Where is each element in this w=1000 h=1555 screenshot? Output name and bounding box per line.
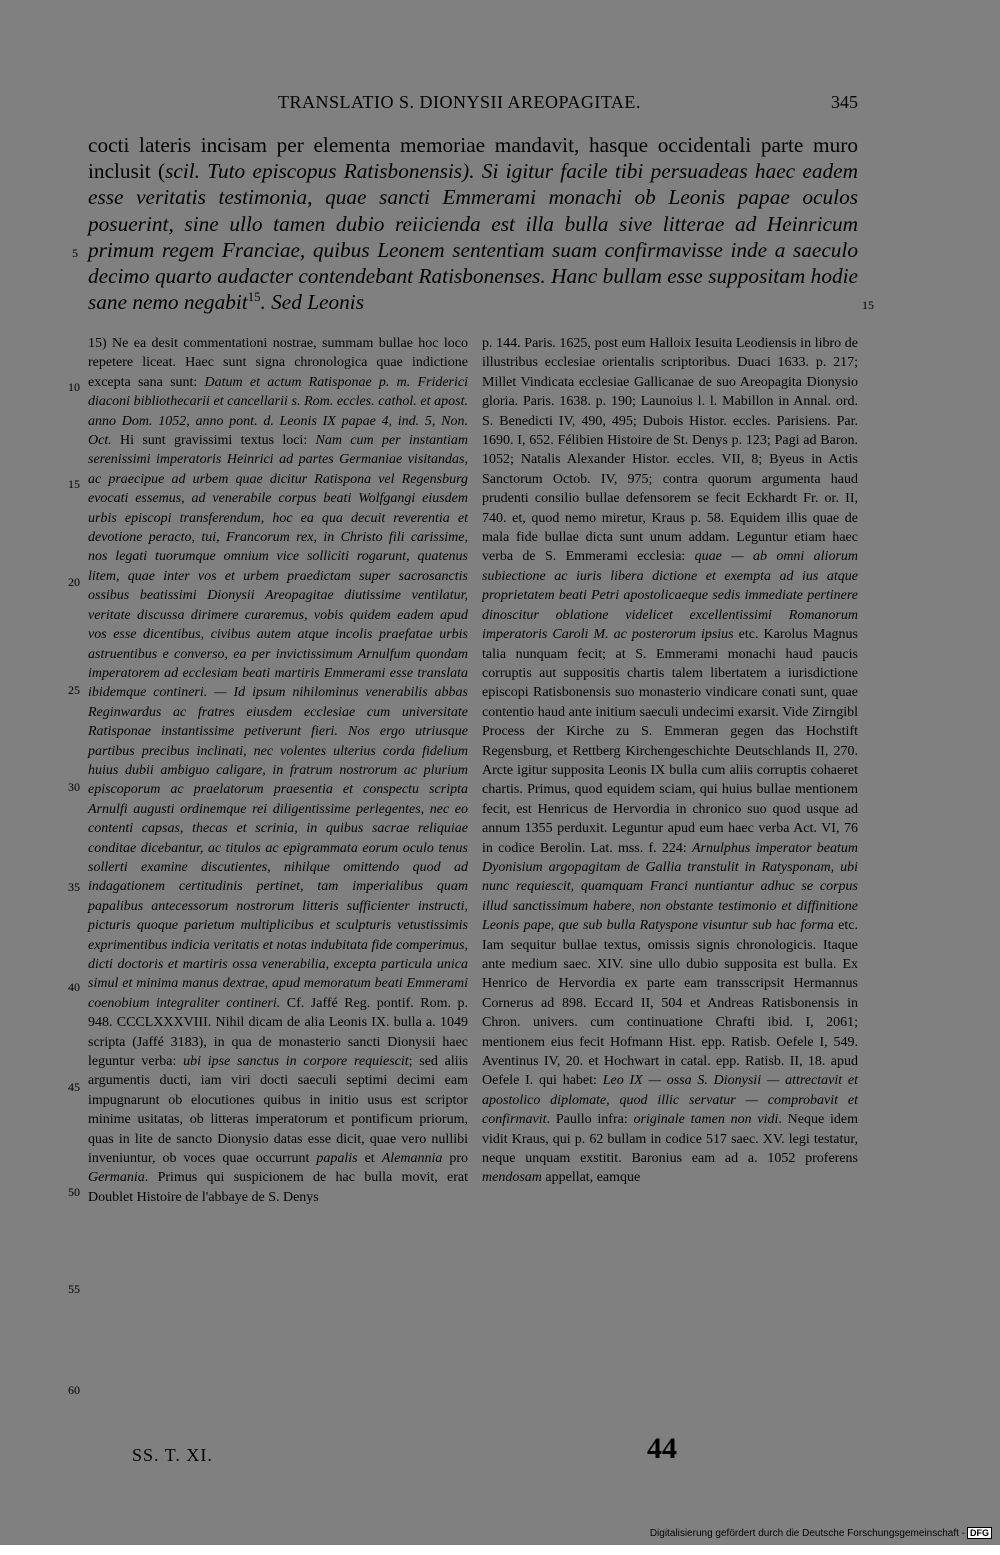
line-number-15: 15	[68, 477, 80, 491]
line-number-40: 40	[68, 980, 80, 994]
main-paragraph	[88, 132, 858, 315]
running-header	[88, 92, 858, 116]
line-number-30: 30	[68, 780, 80, 794]
line-number-45: 45	[68, 1080, 80, 1094]
sheet-number: 44	[647, 1432, 677, 1465]
footnote-ref[interactable]: 15	[247, 290, 261, 305]
sheet-signature: SS. T. XI.	[132, 1445, 213, 1465]
dfg-logo: DFG	[967, 1527, 992, 1539]
footnote-column-left	[88, 334, 468, 1207]
line-number-main-15: 15	[862, 298, 874, 312]
line-number-10: 10	[68, 380, 80, 394]
line-number-25: 25	[68, 683, 80, 697]
line-number-35: 35	[68, 880, 80, 894]
line-number-20: 20	[68, 575, 80, 589]
running-title: TRANSLATIO S. DIONYSII AREOPAGITAE.	[278, 92, 641, 112]
credit-text: Digitalisierung gefördert durch die Deutsche Forschungsgemeinschaft -	[649, 1528, 965, 1539]
page-number: 345	[831, 92, 858, 112]
footnote-column-right	[482, 334, 858, 1188]
line-number-60: 60	[68, 1383, 80, 1397]
line-number-55: 55	[68, 1282, 80, 1296]
line-number-50: 50	[68, 1185, 80, 1199]
bottom-bar	[0, 1545, 1000, 1555]
footnote-15-text: 15) Ne ea desit commentationi nostrae, summam bullae hoc loco repetere liceat. Haec sunt signa chronologica quae indictione excepta sana sunt: Datum et actum Ratisponae p. m. Friderici diaconi bibliothecarii et cancellarii s. Rom. eccles. cathol. et apost. anno Dom. 1052, anno pont. d. Leonis IX papae 4, ind. 5, Non. Oct. Hi sunt gravissimi textus loci: Nam cum per instantiam serenissimi imperatoris Heinrici ad partes Germaniae visitandas, ac praecipue ad urbem quae dicitur Ratispona vel Regensburg evocati essemus, ad venerabile corpus beati Wolfgangi eiusdem urbis episcopi transferendum, hoc ea qua decuit reverentia et devotione peracto, tui, Francorum rex, in Christo fili carissime, nos legati tuorumque omnium vice solliciti rogarunt, quatenus litem, quae inter vos et urbem praedictam super sacrosanctis ossibus beatissimi Dionysii Areopagitae diutissime ventilatur, veritate discussa dirimere curaremus, vobis quidem eadem apud vos esse dicentibus, civibus autem atque incolis praefatae urbis astruentibus e converso, ea per invictissimum Arnulfum quondam imperatorem ad ecclesiam beati martiris Emmerami esse translata ibidemque contineri. — Id ipsum nihilominus venerabilis abbas Reginwardus ac fratres eiusdem ecclesiae cum universitate Ratisponae instantissime petiverunt fieri. Nos ergo utriusque partibus precibus inclinati, nec volentes ulterius corda fidelium huius dubii ambiguo caligare, in fratrum nostrorum ac plurium episcoporum ac praelatorum praesentia et conspectu scripta Arnulfi augusti ordinemque rei diligentissime perlegentes, nec eo contenti capsas, thecas et scrinia, in quibus sacrae reliquiae conditae dicebantur, ac titulos ac epigrammata eorum oculo tenus sollerti examine discutientes, nihilque omittendo quod ad indagationem certitudinis pertinet, tam imperialibus quam papalibus antecessorum nostrorum litteris sufficienter instructi, picturis quoque parietum multiplicibus et sculpturis vetustissimis exprimentibus indicia veritatis et notas indubitata fide comperimus, dicti doctoris et martiris ossa venerabilia, excepta particula unica simul et minima manus dextrae, apud memoratum beati Emmerami coenobium integraliter contineri. Cf. Jaffé Reg. pontif. Rom. p. 948. CCCLXXXVIII. Nihil dicam de alia Leonis IX. bulla a. 1049 scripta (Jaffé 3183), in qua de monasterio sancti Dionysii haec leguntur verba: ubi ipse sanctus in corpore requiescit; sed aliis argumentis ducti, iam viri docti saeculi septimi decimi eam impugnarunt ob elocutiones quibus in initio usus est scriptor minime usitatas, ob litteras imperatorum et pontificum priorum, quas in lite de sancto Dionysio datas esse dicit, quae vero nullibi inveniuntur, ob voces quae occurrunt papalis et Alemannia pro Germania. Primus qui suspicionem de hac bulla movit, erat Doublet Histoire de l'abbaye de S. Denys	[88, 336, 468, 1205]
digitization-credit[interactable]	[650, 1527, 992, 1539]
main-text-end: . Sed Leonis	[260, 290, 364, 315]
line-number-main-5: 5	[72, 246, 78, 260]
footnote-15-continued: p. 144. Paris. 1625, post eum Halloix Iesuita Leodiensis in libro de illustribus ecclesiae orientalis scriptoribus. Duaci 1633. p. 217; Millet Vindicata ecclesiae Gallicanae de suo Areopagita Dionysio gloria. Paris. 1638. p. 190; Launoius l. l. Mabillon in Annal. ord. S. Benedicti IV, 490, 495; Dubois Histor. eccles. Parisiens. Par. 1690. I, 652. Félibien Histoire de St. Denys p. 123; Pagi ad Baron. 1052; Natalis Alexander Histor. eccles. VII, 8; Byeus in Actis Sanctorum Octob. IV, 975; contra quorum argumenta haud prudenti consilio bullae defensorem se fecit Eckhardt Fr. or. II, 740. et, quod nemo miretur, Kraus p. 58. Equidem illis quae de mala fide bullae dicta sunt unum addam. Leguntur etiam haec verba de S. Emmerami ecclesia: quae — ab omni aliorum subiectione ac iuris libera dictione et exempta ad ius atque proprietatem beati Petri apostolicaeque sedis immediate pertinere dinoscitur oblatione videlicet excellentissimi Romanorum imperatoris Caroli M. ac posterorum ipsius etc. Karolus Magnus talia nunquam fecit; at S. Emmerami monachi haud paucis corruptis aut suppositis chartis talem libertatem a iurisdictione episcopi Ratisbonensis suo monasterio vindicare conati sunt, quae contentio haud ante initium saeculi undecimi exarsit. Vide Zirngibl Process der Kirche zu S. Emmeran gegen das Hochstift Regensburg, et Rettberg Kirchengeschichte Deutschlands II, 270. Arcte igitur supposita Leonis IX bulla cum aliis corruptis cohaeret chartis. Primus, quod equidem sciam, qui huius bullae mentionem fecit, est Henricus de Hervordia in chronico suo quod usque ad annum 1355 perduxit. Leguntur apud eum haec verba Act. VI, 76 in codice Berolin. Lat. mss. f. 224: Arnulphus imperator beatum Dyonisium argopagitam de Gallia transtulit in Ratysponam, ubi nunc requiescit, quamquam Franci nuntiantur adhuc se corpus illud sanctissimum habere, non obstante testimonio et diffinitione Leonis pape, que sub bulla Ratyspone visuntur sub hac forma etc. Iam sequitur bullae textus, omissis signis chronologicis. Itaque ante medium saec. XIV. sine ullo dubio supposita est bulla. Ex Henrico de Hervordia ex parte eam transscripsit Hermannus Cornerus ad 898. Eccard II, 504 et Andreas Ratisbonensis in Chron. univers. cum continuatione Chrafti ibid. I, 2061; mentionem eius fecit Hofmann Hist. epp. Ratisb. Oefele I, 549. Aventinus IV, 20. et Hochwart in catal. epp. Ratisb. II, 18. apud Oefele I. qui habet: Leo IX — ossa S. Dionysii — attrectavit et apostolico diplomate, quod illic servatur — comprobavit et confirmavit. Paullo infra: originale tamen non vidi. Neque idem vidit Kraus, qui p. 62 bullam in codice 517 saec. XV. legi testatur, neque unquam exstitit. Baronius eam ad a. 1052 proferens mendosam appellat, eamque	[482, 336, 858, 1186]
main-text-italic: scil. Tuto episcopus Ratisbonensis). Si igitur facile tibi persuadeas haec eadem esse veritatis testimonia, quae sancti Emmerami monachi ob Leonis papae oculos posuerint, sine ullo tamen dubio reiicienda est illa bulla sive litterae ad Heinricum primum regem Franciae, quibus Leonem sententiam suam confirmavisse inde a saeculo decimo quarto audacter contendebant Ratisbonenses. Hanc bullam esse suppositam hodie sane nemo negabit	[88, 159, 859, 315]
main-text-roman: cocti lateris incisam per elementa memoriae mandavit, hasque occidentali parte muro inclusit (	[88, 133, 858, 184]
main-text	[88, 132, 858, 315]
